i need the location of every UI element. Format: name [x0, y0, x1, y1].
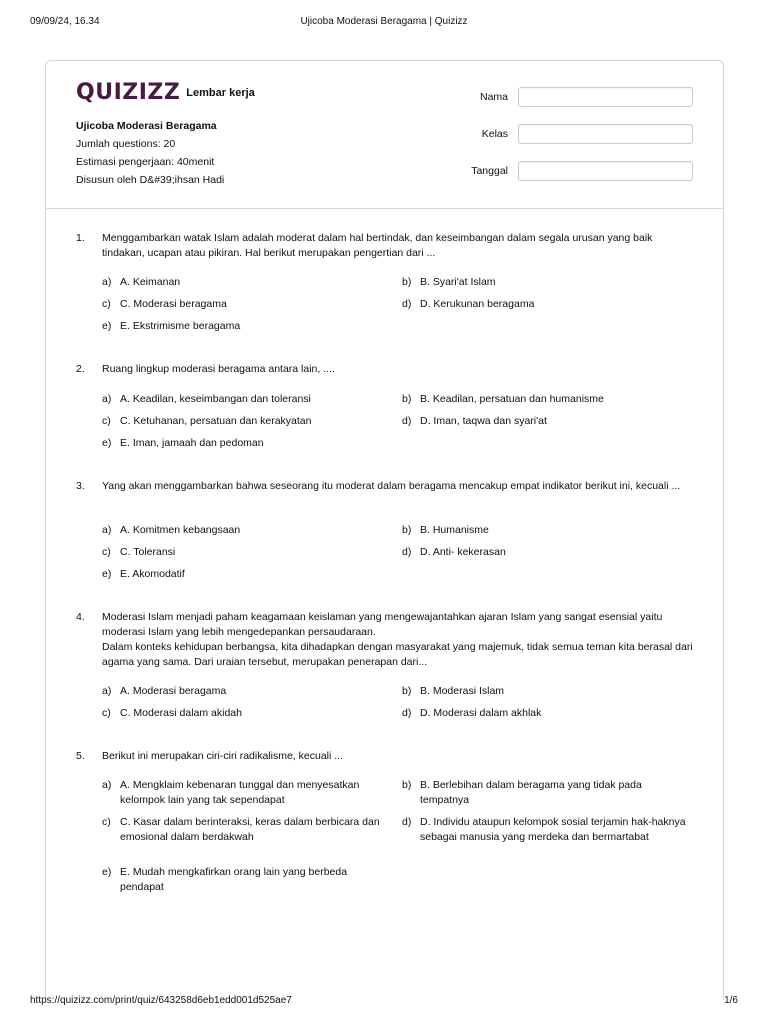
option-label: e)	[102, 866, 112, 878]
author: Disusun oleh D&#39;ihsan Hadi	[76, 174, 225, 186]
option-text: D. Moderasi dalam akhlak	[420, 707, 542, 719]
option-label: c)	[102, 415, 111, 427]
question-number: 2.	[76, 363, 85, 375]
option-text: A. Komitmen kebangsaan	[120, 524, 241, 536]
option-text: B. Keadilan, persatuan dan humanisme	[420, 393, 604, 405]
option-label: a)	[102, 524, 112, 536]
class-field[interactable]	[518, 124, 693, 144]
worksheet-label: Lembar kerja	[186, 87, 255, 99]
option-label: a)	[102, 779, 112, 791]
option-text: A. Moderasi beragama	[120, 685, 227, 697]
question-text: Ruang lingkup moderasi beragama antara lain, ....	[102, 363, 335, 375]
option-text: C. Kasar dalam berinteraksi, keras dalam berbicara dan emosional dalam berdakwah	[120, 816, 380, 843]
name-field[interactable]	[518, 87, 693, 107]
option-label: b)	[402, 276, 412, 288]
date-label: Tanggal	[471, 165, 508, 177]
option-text: D. Anti- kekerasan	[420, 546, 506, 558]
option-text: E. Akomodatif	[120, 568, 185, 580]
worksheet-card	[45, 60, 724, 1000]
quiz-title: Ujicoba Moderasi Beragama	[76, 120, 217, 132]
option-text: B. Humanisme	[420, 524, 489, 536]
page-number: 1/6	[724, 995, 738, 1006]
worksheet-header	[46, 61, 723, 209]
option-text: C. Moderasi beragama	[120, 298, 227, 310]
option-text: B. Moderasi Islam	[420, 685, 505, 697]
option-label: c)	[102, 298, 111, 310]
option-label: d)	[402, 816, 412, 828]
option-label: d)	[402, 707, 412, 719]
option-label: c)	[102, 546, 111, 558]
date-field[interactable]	[518, 161, 693, 181]
option-text: C. Ketuhanan, persatuan dan kerakyatan	[120, 415, 312, 427]
question-count: Jumlah questions: 20	[76, 138, 176, 150]
question-number: 3.	[76, 480, 85, 492]
option-label: c)	[102, 707, 111, 719]
class-label: Kelas	[481, 128, 508, 140]
question-number: 5.	[76, 750, 85, 762]
option-label: b)	[402, 685, 412, 697]
option-text: B. Berlebihan dalam beragama yang tidak pada tempatnya	[420, 779, 642, 806]
option-text: D. Kerukunan beragama	[420, 298, 535, 310]
question-text: Menggambarkan watak Islam adalah moderat dalam hal bertindak, dan keseimbangan dalam segala urusan yang baik tindakan, ucapan atau pikiran. Hal berikut merupakan pengertian dari ...	[102, 232, 653, 259]
option-label: a)	[102, 393, 112, 405]
print-header	[0, 16, 768, 32]
name-label: Nama	[479, 91, 508, 103]
option-label: d)	[402, 546, 412, 558]
question-text: Berikut ini merupakan ciri-ciri radikalisme, kecuali ...	[102, 750, 343, 762]
option-text: A. Keimanan	[120, 276, 181, 288]
option-text: C. Toleransi	[120, 546, 176, 558]
question-number: 4.	[76, 611, 85, 623]
option-text: E. Mudah mengkafirkan orang lain yang berbeda pendapat	[120, 866, 348, 893]
logo-wordmark: QUIZIZZ	[76, 80, 181, 105]
print-url: https://quizizz.com/print/quiz/643258d6eb1edd001d525ae7	[30, 995, 292, 1006]
print-date: 09/09/24, 16.34	[30, 16, 100, 27]
option-text: A. Keadilan, keseimbangan dan toleransi	[120, 393, 311, 405]
option-label: e)	[102, 437, 112, 449]
option-label: b)	[402, 524, 412, 536]
option-text: D. Individu ataupun kelompok sosial terjamin hak-haknya sebagai manusia yang merdeka dan bermartabat	[420, 816, 686, 843]
question-text: Yang akan menggambarkan bahwa seseorang itu moderat dalam beragama mencakup empat indikator berikut ini, kecuali ...	[102, 480, 681, 492]
option-text: E. Ekstrimisme beragama	[120, 320, 241, 332]
question-number: 1.	[76, 232, 85, 244]
question-text: Moderasi Islam menjadi paham keagamaan keislaman yang mengewajantahkan ajaran Islam yang sangat esensial yaitu moderasi Islam yang lebih mengedepankan persaudaraan. Dalam konteks kehidupan berbangsa, kita dihadapkan dengan masyarakat yang majemuk, tidak semua teman kita berasal dari agama yang sama. Dari uraian tersebut, merupakan penerapan dari...	[102, 611, 693, 668]
option-text: C. Moderasi dalam akidah	[120, 707, 242, 719]
print-footer	[0, 995, 768, 1011]
option-label: b)	[402, 779, 412, 791]
option-text: B. Syari'at Islam	[420, 276, 496, 288]
option-label: b)	[402, 393, 412, 405]
option-label: d)	[402, 415, 412, 427]
option-text: A. Mengklaim kebenaran tunggal dan menyesatkan kelompok lain yang tak sependapat	[120, 779, 360, 806]
quizizz-logo	[76, 81, 255, 105]
option-label: d)	[402, 298, 412, 310]
option-label: e)	[102, 320, 112, 332]
time-estimate: Estimasi pengerjaan: 40menit	[76, 156, 215, 168]
option-label: a)	[102, 276, 112, 288]
option-text: D. Iman, taqwa dan syari'at	[420, 415, 547, 427]
option-label: c)	[102, 816, 111, 828]
option-label: e)	[102, 568, 112, 580]
option-text: E. Iman, jamaah dan pedoman	[120, 437, 264, 449]
print-title: Ujicoba Moderasi Beragama | Quizizz	[300, 16, 468, 27]
option-label: a)	[102, 685, 112, 697]
